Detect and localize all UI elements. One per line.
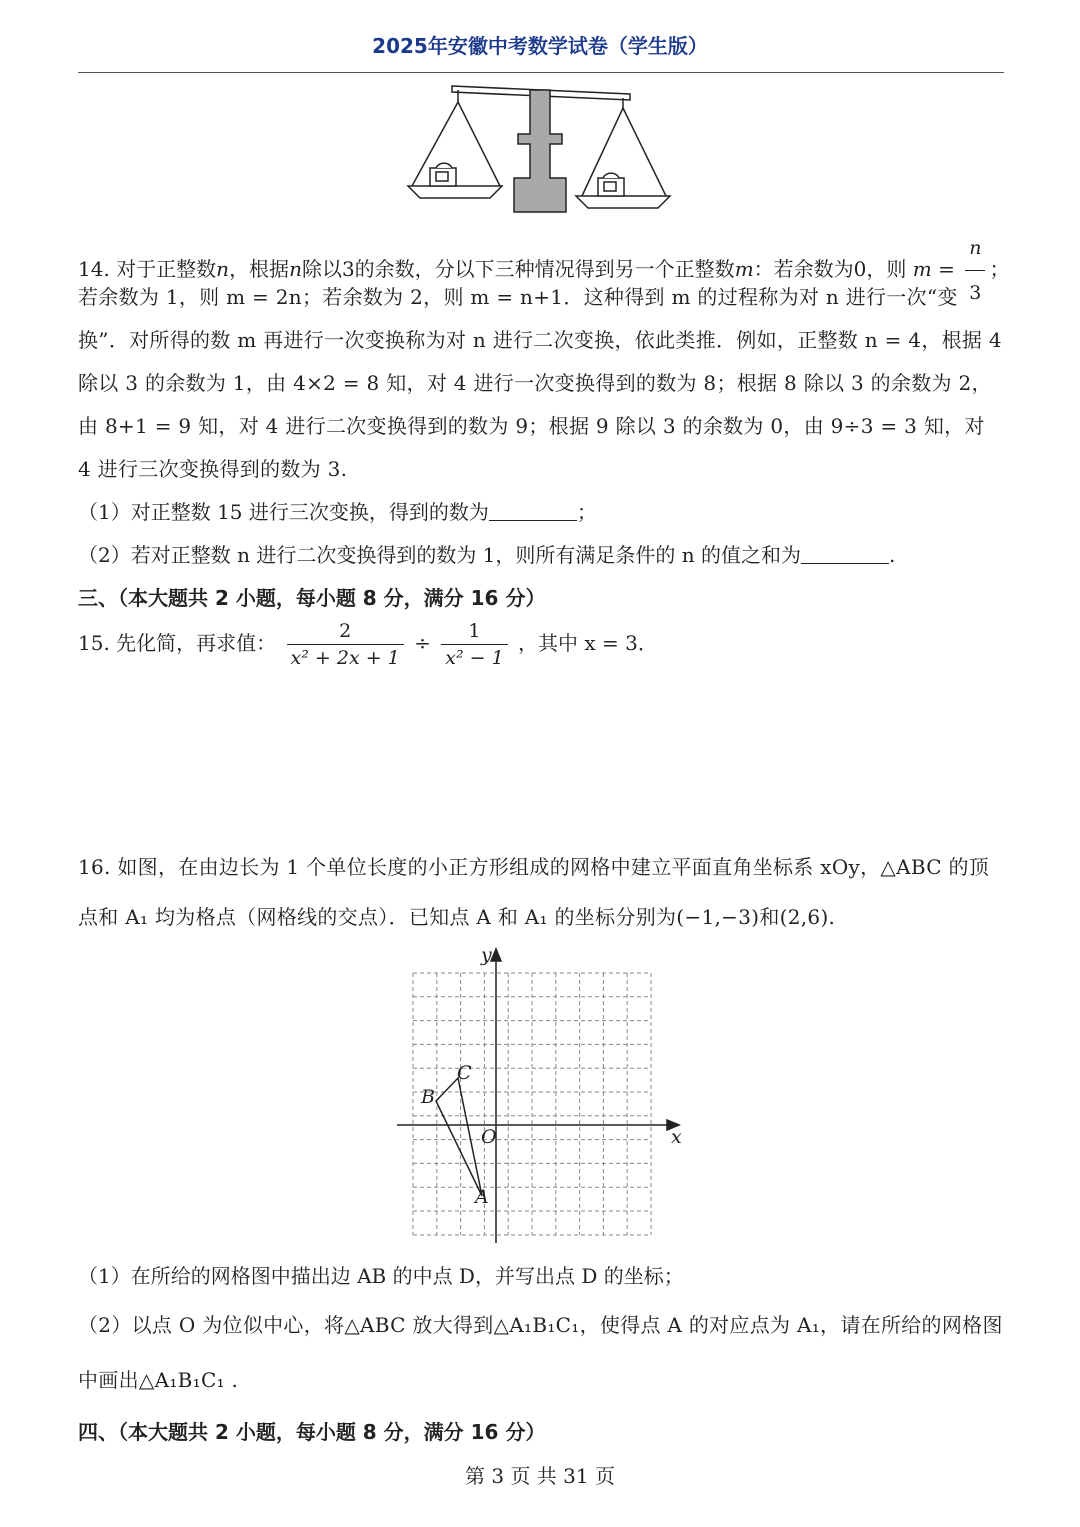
q14-line-end: ； xyxy=(989,257,1010,281)
q15-prefix: 15. 先化简，再求值： xyxy=(78,631,277,655)
grid-lines xyxy=(413,973,651,1235)
q15-suffix: ，其中 x = 3． xyxy=(518,631,658,655)
q15-f2-den: x² − 1 xyxy=(445,647,504,669)
q15-f1-num: 2 xyxy=(287,620,404,645)
var-n: n xyxy=(216,257,230,281)
q14-text-b: ，根据 xyxy=(229,257,290,281)
q14-frac-num: n xyxy=(965,228,985,271)
q15-fraction-1 xyxy=(287,620,404,669)
q15 xyxy=(78,620,658,669)
page-footer: 第 3 页 共 31 页 xyxy=(465,1464,615,1488)
q14-body: 若余数为 1，则 m = 2n；若余数为 2，则 m = n+1．这种得到 m 的过程称为对 n 进行一次“变换”．对所得的数 m 再进行一次变换称为对 n 进行二次变换，依此类推．例如，正整数 n = 4，根据 4 除以 3 的余数为 1，由 4×2 = 8 知，对 4 进行一次变换得到的数为 8；根据 8 除以 3 的余数为 2，由 8+1 = 9 知，对 4 进行二次变换得到的数为 9；根据 9 除以 3 的余数为 0，由 9÷3 = 3 知，对 4 进行三次变换得到的数为 3. xyxy=(78,285,1002,481)
q14-sub1-end: ； xyxy=(576,500,597,524)
section-3-heading: 三、（本大题共 2 小题，每小题 8 分，满分 16 分） xyxy=(78,586,546,610)
coordinate-grid-figure xyxy=(395,945,695,1245)
q14-intro: 14. 对于正整数 xyxy=(78,257,217,281)
q16-text: 16. 如图，在由边长为 1 个单位长度的小正方形组成的网格中建立平面直角坐标系 xOy，△ABC 的顶点和 A₁ 均为格点（网格线的交点）．已知点 A 和 A₁ 的坐标分别为(−1,−3)和(2,6). xyxy=(78,855,990,929)
var-m: m xyxy=(734,257,754,281)
y-axis-label: y xyxy=(481,945,492,966)
point-a-label: A xyxy=(475,1186,489,1208)
point-c-label: C xyxy=(457,1062,472,1084)
triangle-abc xyxy=(436,1078,482,1196)
q14-sub1 xyxy=(78,496,597,525)
var-n-2: n xyxy=(289,257,302,281)
q16-sub2: （2）以点 O 为位似中心，将△ABC 放大得到△A₁B₁C₁，使得点 A 的对应点为 A₁，请在所给的网格图中画出△A₁B₁C₁ . xyxy=(78,1313,1003,1392)
q15-divide: ÷ xyxy=(414,631,431,655)
q15-f2-num: 1 xyxy=(441,620,507,645)
section-4-heading: 四、（本大题共 2 小题，每小题 8 分，满分 16 分） xyxy=(78,1420,546,1444)
q14-sub2 xyxy=(78,539,895,568)
q14-text-d: ：若余数为0，则 xyxy=(753,257,907,281)
q14-frac-den: 3 xyxy=(969,282,982,304)
q16-sub1: （1）在所给的网格图中描出边 AB 的中点 D，并写出点 D 的坐标； xyxy=(78,1264,684,1288)
q14-sub1-text: （1）对正整数 15 进行三次变换，得到的数为 xyxy=(78,500,489,524)
q14-sub2-text: （2）若对正整数 n 进行二次变换得到的数为 1，则所有满足条件的 n 的值之和为 xyxy=(78,543,801,567)
point-b-label: B xyxy=(421,1086,435,1108)
origin-label: O xyxy=(481,1126,497,1148)
q14-text-c: 除以3的余数，分以下三种情况得到另一个正整数 xyxy=(301,257,735,281)
answer-blank-1[interactable] xyxy=(489,502,577,521)
q15-fraction-2 xyxy=(441,620,507,669)
axes xyxy=(397,949,679,1243)
q15-f1-den: x² + 2x + 1 xyxy=(290,647,400,669)
q14-eq-m: m = xyxy=(912,257,955,281)
x-axis-label: x xyxy=(671,1126,682,1148)
q14-sub2-end: . xyxy=(889,543,896,567)
page-header-title: 2025年安徽中考数学试卷（学生版） xyxy=(372,34,708,58)
answer-blank-2[interactable] xyxy=(801,545,889,564)
